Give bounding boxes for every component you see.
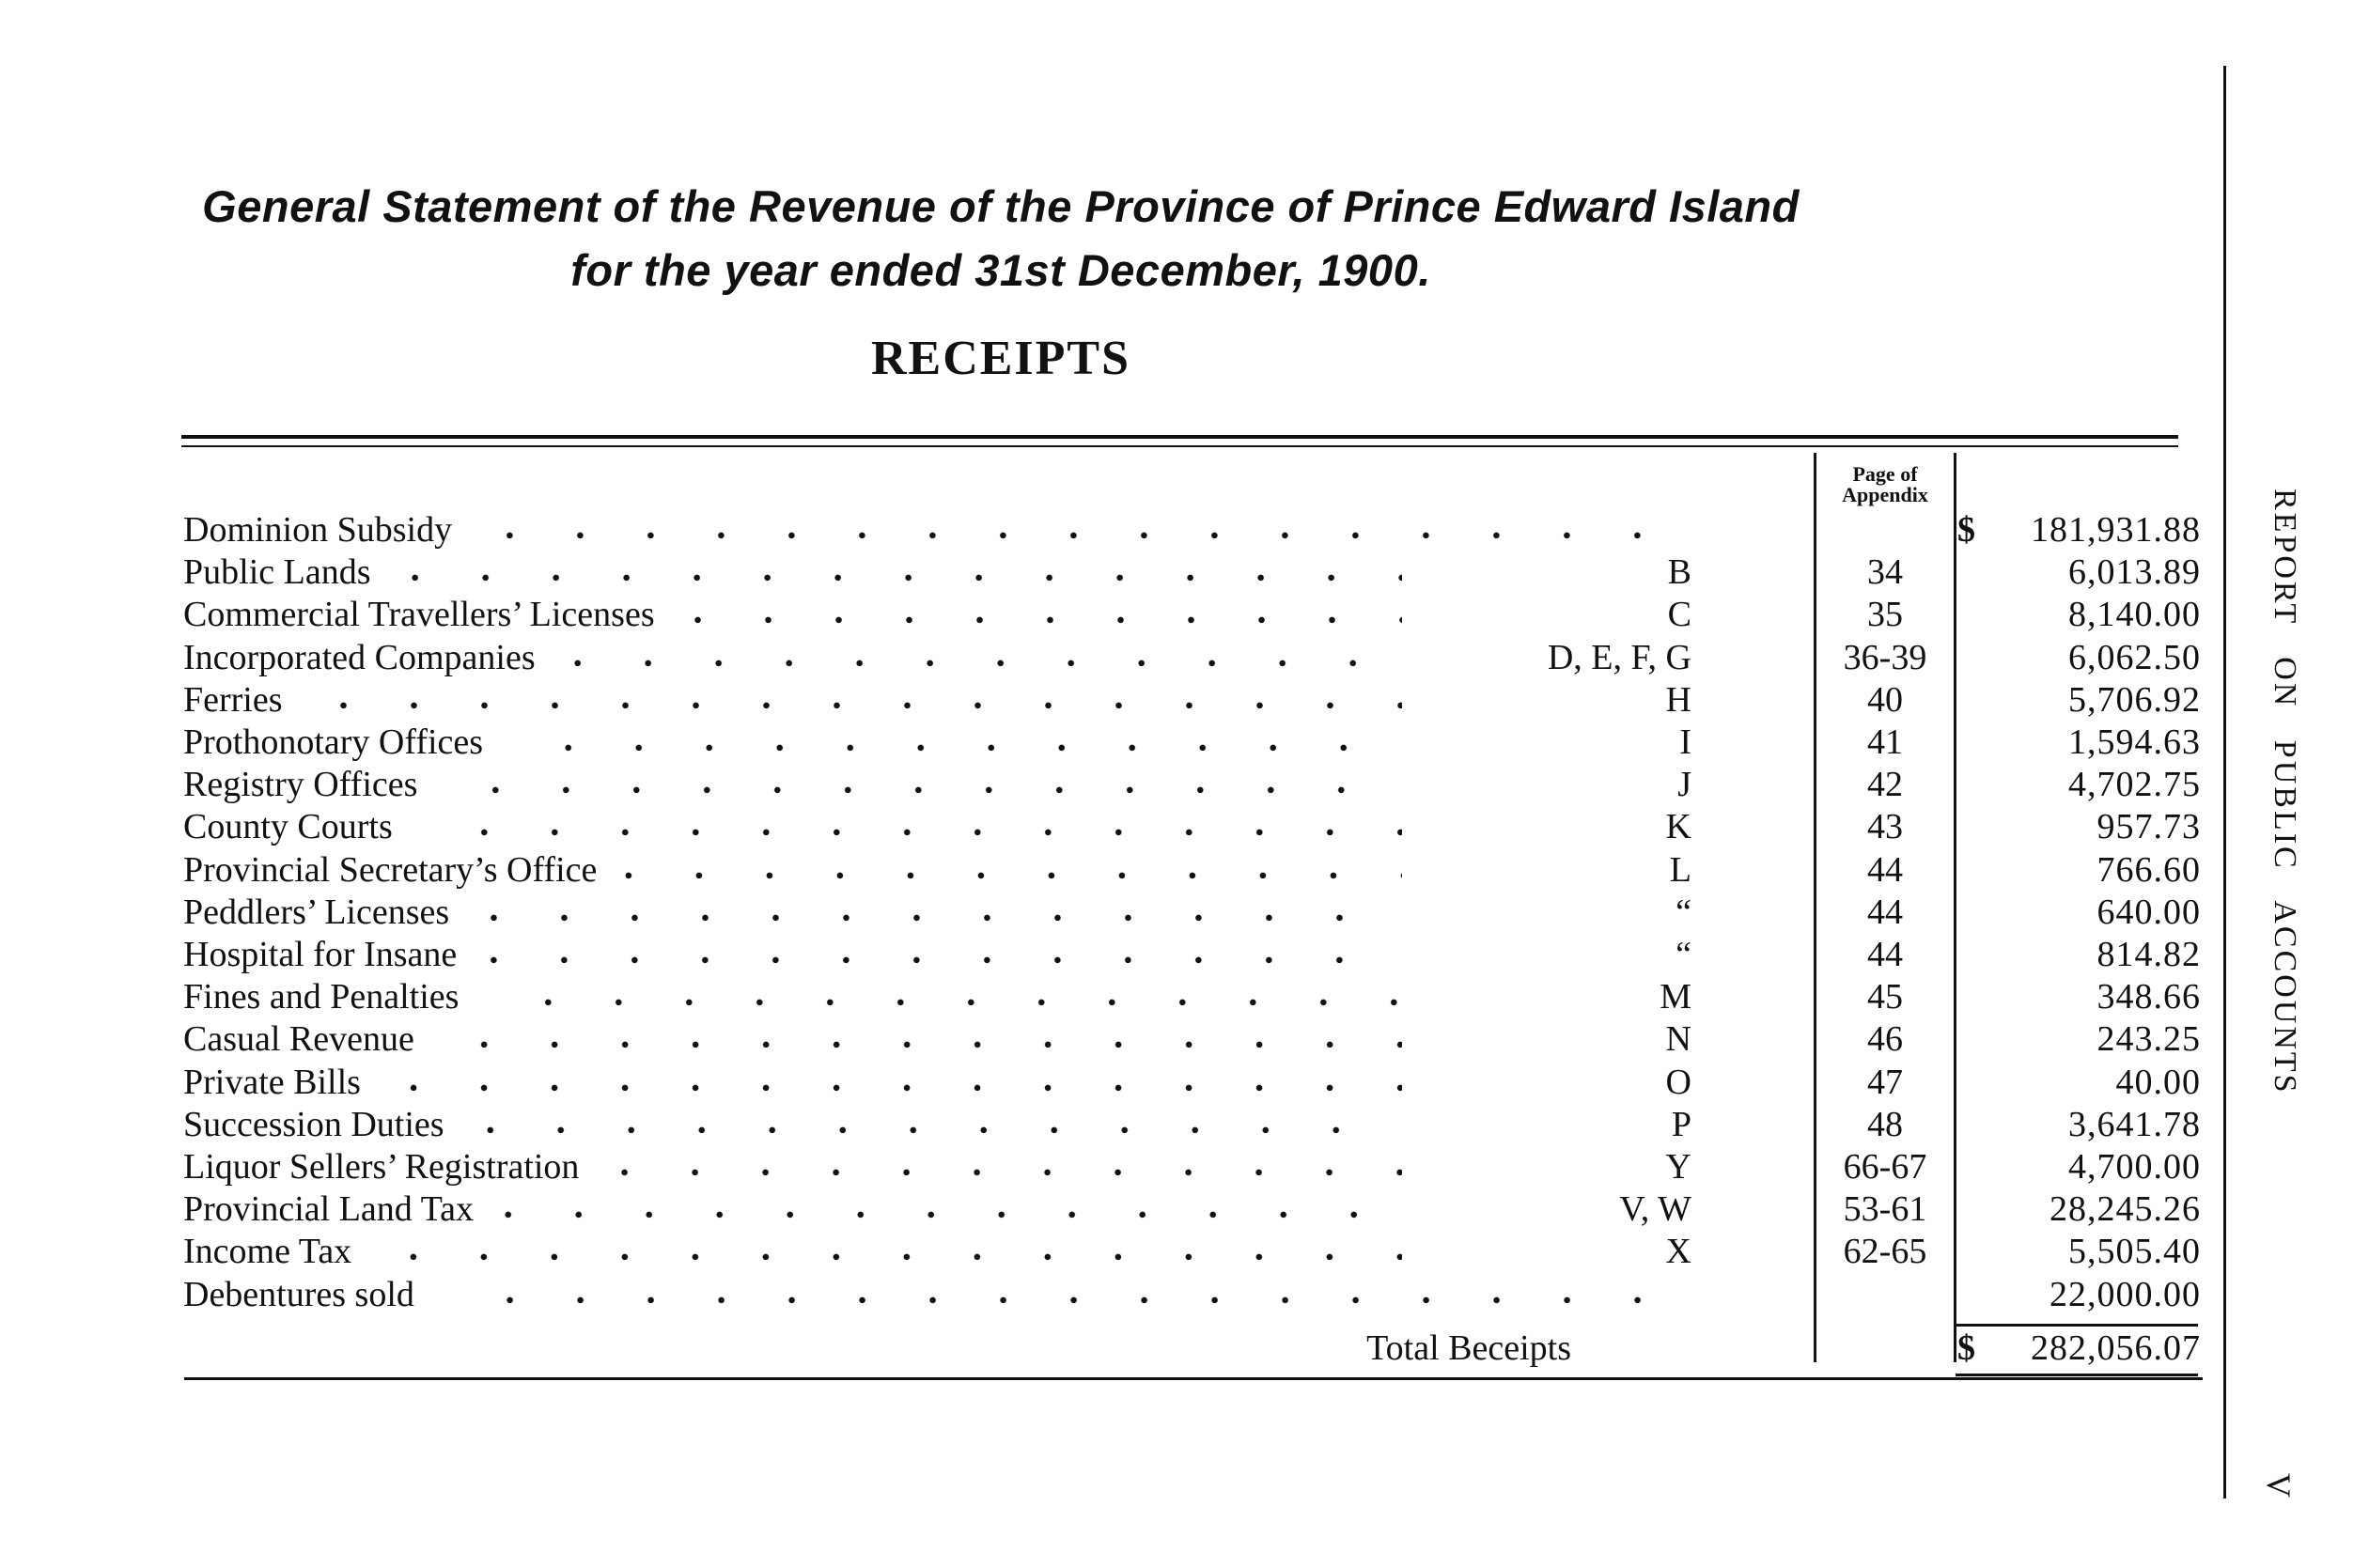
receipt-label: Debentures sold (183, 1275, 414, 1314)
table-row (0, 806, 2255, 848)
receipt-label: Income Tax (183, 1232, 352, 1271)
dot-leader (564, 637, 1529, 679)
schedule-reference: O (1402, 1062, 1691, 1104)
running-header (2265, 489, 2302, 1099)
receipt-label: Provincial Land Tax (183, 1189, 475, 1229)
dot-leader (443, 1274, 1673, 1316)
receipt-label: Casual Revenue (183, 1019, 414, 1059)
total-lower-rule (1956, 1374, 2198, 1376)
appendix-column-header (1816, 464, 1955, 505)
schedule-reference: X (1402, 1231, 1691, 1273)
table-row (0, 679, 2255, 722)
appendix-page: 42 (1867, 765, 1903, 804)
receipt-amount: 4,702.75 (2068, 765, 2201, 804)
receipt-label: Dominion Subsidy (183, 510, 453, 550)
statement-title-line-2: for the year ended 31st December, 1900. (570, 245, 1431, 295)
receipt-amount: 4,700.00 (2068, 1147, 2201, 1187)
receipt-amount: 181,931.88 (2031, 510, 2201, 550)
table-top-rule (181, 435, 2178, 439)
schedule-reference: H (1402, 679, 1691, 722)
table-row (0, 1188, 2255, 1231)
schedule-reference: B (1402, 551, 1691, 594)
receipt-label: Provincial Secretary’s Office (183, 850, 598, 890)
receipt-label: Incorporated Companies (183, 638, 536, 677)
receipt-label: Prothonotary Offices (183, 722, 484, 762)
receipt-amount: 243.25 (2096, 1019, 2201, 1059)
receipt-amount: 6,062.50 (2068, 638, 2201, 677)
schedule-reference: “ (1402, 892, 1691, 934)
table-row (0, 976, 2255, 1018)
appendix-page: 48 (1867, 1105, 1903, 1144)
receipt-label: Commercial Travellers’ Licenses (183, 595, 655, 634)
receipt-label: County Courts (183, 807, 393, 846)
appendix-page: 44 (1867, 850, 1903, 890)
appendix-page: 43 (1867, 807, 1903, 846)
dollar-sign: $ (1957, 510, 1975, 550)
schedule-reference: “ (1402, 934, 1691, 976)
schedule-reference: Y (1402, 1146, 1691, 1188)
table-row (0, 509, 2255, 551)
table-row (0, 1146, 2255, 1188)
table-row (0, 1018, 2255, 1061)
page-folio (2260, 1473, 2302, 1511)
appendix-header-line-1: Page of (1852, 462, 1918, 486)
table-row (0, 764, 2255, 806)
receipt-amount: 3,641.78 (2068, 1105, 2201, 1144)
receipt-label: Private Bills (183, 1063, 361, 1102)
receipt-amount: 5,706.92 (2068, 680, 2201, 720)
table-row (0, 722, 2255, 764)
schedule-reference: V, W (1402, 1188, 1691, 1231)
schedule-reference: J (1402, 764, 1691, 806)
receipt-amount: 348.66 (2096, 977, 2201, 1017)
schedule-reference: K (1402, 806, 1691, 848)
receipt-label: Peddlers’ Licenses (183, 893, 450, 932)
schedule-reference: N (1402, 1018, 1691, 1061)
receipt-amount: 1,594.63 (2068, 722, 2201, 762)
receipt-label: Hospital for Insane (183, 935, 458, 974)
table-top-rule-thin (181, 445, 2178, 447)
statement-title-line-1: General Statement of the Revenue of the Province of Prince Edward Island (202, 181, 1800, 231)
schedule-reference: I (1402, 722, 1691, 764)
receipt-label: Liquor Sellers’ Registration (183, 1147, 580, 1187)
appendix-page: 45 (1867, 977, 1903, 1017)
receipt-label: Succession Duties (183, 1105, 444, 1144)
appendix-header-line-2: Appendix (1842, 483, 1928, 506)
table-row (0, 849, 2255, 892)
schedule-reference: L (1402, 849, 1691, 892)
appendix-page: 40 (1867, 680, 1903, 720)
appendix-page: 35 (1867, 595, 1903, 634)
appendix-page: 44 (1867, 935, 1903, 974)
receipts-heading: RECEIPTS (870, 332, 1131, 385)
receipt-amount: 640.00 (2096, 893, 2201, 932)
table-row (0, 1104, 2255, 1146)
receipt-amount: 28,245.26 (2049, 1189, 2201, 1229)
appendix-page: 36-39 (1843, 638, 1927, 677)
receipt-amount: 766.60 (2096, 850, 2201, 890)
total-row (0, 1325, 2255, 1372)
running-header-text: REPORT ON PUBLIC ACCOUNTS (2268, 489, 2302, 1095)
table-row (0, 892, 2255, 934)
table-row (0, 551, 2255, 594)
receipt-label: Public Lands (183, 552, 371, 592)
schedule-reference: P (1402, 1104, 1691, 1146)
appendix-page: 62-65 (1843, 1232, 1927, 1271)
appendix-page: 46 (1867, 1019, 1903, 1059)
schedule-reference: M (1402, 976, 1691, 1018)
total-label: Total Beceipts (1366, 1328, 1571, 1368)
schedule-reference: D, E, F, G (1402, 637, 1691, 679)
receipt-label: Registry Offices (183, 765, 418, 804)
page-folio-text: V (2260, 1473, 2298, 1498)
appendix-page: 34 (1867, 552, 1903, 592)
table-row (0, 637, 2255, 679)
dot-leader (480, 509, 1673, 551)
receipt-amount: 40.00 (2115, 1063, 2201, 1102)
receipt-label: Fines and Penalties (183, 977, 460, 1017)
table-row (0, 934, 2255, 976)
appendix-page: 41 (1867, 722, 1903, 762)
schedule-reference: C (1402, 594, 1691, 636)
receipt-label: Ferries (183, 680, 283, 720)
page-margin-rule (2223, 66, 2226, 1498)
appendix-page: 66-67 (1843, 1147, 1927, 1187)
table-row (0, 1062, 2255, 1104)
receipt-amount: 957.73 (2096, 807, 2201, 846)
appendix-page: 44 (1867, 893, 1903, 932)
total-dollar-sign: $ (1957, 1328, 1975, 1368)
table-row (0, 1274, 2255, 1316)
receipt-amount: 8,140.00 (2068, 595, 2201, 634)
receipt-amount: 5,505.40 (2068, 1232, 2201, 1271)
receipt-amount: 22,000.00 (2049, 1275, 2201, 1314)
receipt-amount: 6,013.89 (2068, 552, 2201, 592)
receipt-amount: 814.82 (2096, 935, 2201, 974)
table-row (0, 594, 2255, 636)
table-row (0, 1231, 2255, 1273)
total-amount: 282,056.07 (2031, 1328, 2201, 1368)
appendix-page: 47 (1867, 1063, 1903, 1102)
table-bottom-rule (184, 1377, 2203, 1380)
appendix-page: 53-61 (1843, 1189, 1927, 1229)
